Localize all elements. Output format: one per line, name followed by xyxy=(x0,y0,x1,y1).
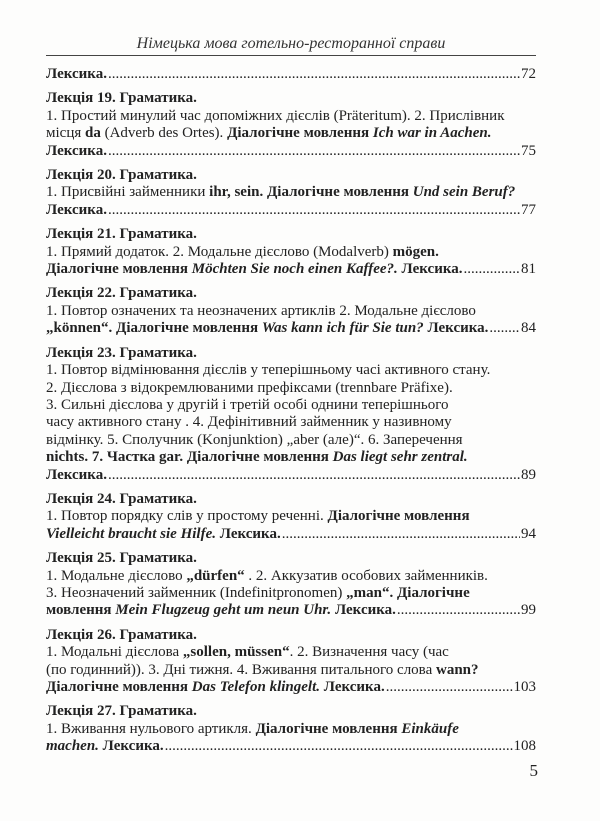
toc-entry-lecture-21 xyxy=(46,226,536,278)
toc-text: 1. Присвійні займенники xyxy=(46,184,210,201)
toc-page: 75 xyxy=(521,142,536,159)
toc-text: „man“. Діалогічне xyxy=(346,584,470,601)
toc-text: Das liegt sehr zentral. xyxy=(332,449,468,466)
toc-text: Лексика. xyxy=(320,679,385,695)
lecture-title: Лекція 19. Граматика. xyxy=(46,90,197,107)
toc-text: 1. Повтор означених та неозначених артиклів 2. Модальне дієслово xyxy=(46,302,476,319)
toc-text: Лексика. xyxy=(216,525,281,542)
lecture-title: Лекція 27. Граматика. xyxy=(46,703,197,720)
toc-text: mögen. xyxy=(392,243,439,260)
toc-page: 72 xyxy=(521,66,536,82)
toc-text: 1. Модальне дієслово xyxy=(46,567,187,584)
toc-entry-lecture-23 xyxy=(46,345,536,484)
toc-text: Лексика. xyxy=(397,261,463,278)
toc-text: 1. Простий минулий час допоміжних дієслів (Präteritum). 2. Прислівник xyxy=(46,107,505,124)
toc-text: 3. Неозначений займенник (Indefinitpronomen) xyxy=(46,584,347,601)
toc-text: Лексика. xyxy=(423,320,489,337)
toc-text: 3. Сильні дієслова у другій і третій особі однини теперішнього xyxy=(46,396,449,413)
toc-entry-lecture-26 xyxy=(46,627,536,697)
toc-text: (по годинний)). 3. Дні тижня. 4. Вживання питального слова xyxy=(46,661,436,678)
toc-entry-lecture-19 xyxy=(46,90,536,160)
toc-page: 103 xyxy=(513,679,536,695)
toc-page: 94 xyxy=(521,525,536,542)
toc-text: часу активного стану . 4. Дефінітивний займенник у називному xyxy=(46,414,452,431)
toc-entry-lecture-22 xyxy=(46,285,536,337)
toc-entry-lecture-20 xyxy=(46,167,536,219)
toc-text: Mein Flugzeug geht um neun Uhr. xyxy=(115,602,332,619)
toc-text: Діалогічне мовлення xyxy=(46,261,192,278)
toc-entry-lecture-24 xyxy=(46,491,536,543)
toc-entry-top xyxy=(46,66,536,83)
toc-text: Ich war in Aachen. xyxy=(372,125,492,142)
running-header: Німецька мова готельно-ресторанної справи xyxy=(46,35,536,56)
toc-text: . 2. Визначення часу (час xyxy=(289,644,449,661)
toc-text: „sollen, müssen“ xyxy=(182,644,290,661)
toc-text: Лексика. xyxy=(98,738,164,755)
toc-text: Діалогічне мовлення xyxy=(263,184,413,201)
toc-text: 1. Повтор порядку слів у простому реченні. xyxy=(46,508,328,525)
toc-page: 77 xyxy=(521,201,536,218)
toc-text: Einkäufe xyxy=(401,720,459,737)
toc-text: Діалогічне мовлення xyxy=(327,508,470,525)
toc-text: Лексика. xyxy=(331,602,396,619)
toc-text: Діалогічне мовлення xyxy=(227,125,373,142)
toc-text: Was kann ich für Sie tun? xyxy=(261,320,424,337)
lecture-title: Лекція 22. Граматика. xyxy=(46,285,197,302)
lecture-title: Лекція 26. Граматика. xyxy=(46,626,197,643)
toc-text: wann? xyxy=(435,661,479,678)
toc-text: 1. Модальні дієслова xyxy=(46,644,183,661)
toc-text: Діалогічне мовлення xyxy=(183,449,333,466)
toc-text: Діалогічне мовлення xyxy=(255,720,402,737)
toc-page: 108 xyxy=(513,738,536,755)
toc-text: . 2. Аккузатив особових займенників. xyxy=(244,567,488,584)
toc-text: 2. Дієслова з відокремлюваними префіксами (trennbare Präfixe). xyxy=(46,379,453,396)
toc-text: 1. Прямий додаток. 2. Модальне дієслово (Modalverb) xyxy=(46,243,393,260)
toc-text: 1. Повтор відмінювання дієслів у теперішньому часі активного стану. xyxy=(46,362,491,379)
toc-label: Лексика. xyxy=(46,201,107,218)
toc-label: Лексика. xyxy=(46,142,107,159)
toc-text: gar. xyxy=(159,449,184,466)
toc-text: мовлення xyxy=(46,602,116,619)
toc-text: nichts. 7. Частка xyxy=(46,449,160,466)
toc-text: 1. Вживання нульового артикля. xyxy=(46,720,256,737)
toc-text: Und sein Beruf? xyxy=(412,184,516,201)
toc-entry-lecture-25 xyxy=(46,550,536,620)
toc-entry-lecture-27 xyxy=(46,703,536,755)
page-number: 5 xyxy=(529,761,538,780)
toc-page: 81 xyxy=(521,261,536,278)
lecture-title: Лекція 24. Граматика. xyxy=(46,490,197,507)
toc-text: Діалогічне мовлення xyxy=(46,679,192,695)
toc-text: ihr, sein. xyxy=(209,184,264,201)
toc-text: „können“. Діалогічне мовлення xyxy=(46,320,262,337)
lecture-title: Лекція 21. Граматика. xyxy=(46,226,197,243)
toc-text: da xyxy=(85,125,101,142)
toc-page: 84 xyxy=(521,320,536,337)
toc-text: Das Telefon klingelt. xyxy=(191,679,320,695)
toc-text: machen. xyxy=(46,738,99,755)
toc-page: 89 xyxy=(521,466,536,483)
toc-text: відмінку. 5. Сполучник (Konjunktion) „aber (але)“. 6. Заперечення xyxy=(46,431,463,448)
toc-text: Möchten Sie noch einen Kaffee?. xyxy=(191,261,398,278)
table-of-contents xyxy=(46,66,536,756)
toc-text: „dürfen“ xyxy=(186,567,245,584)
toc-label: Лексика. xyxy=(46,66,107,82)
toc-text: Vielleicht braucht sie Hilfe. xyxy=(46,525,216,542)
lecture-title: Лекція 23. Граматика. xyxy=(46,344,197,361)
lecture-title: Лекція 25. Граматика. xyxy=(46,550,197,567)
toc-page: 99 xyxy=(521,602,536,619)
toc-label: Лексика. xyxy=(46,466,107,483)
lecture-title: Лекція 20. Граматика. xyxy=(46,167,197,184)
toc-text: (Adverb des Ortes). xyxy=(100,125,228,142)
toc-text: місця xyxy=(46,125,85,142)
